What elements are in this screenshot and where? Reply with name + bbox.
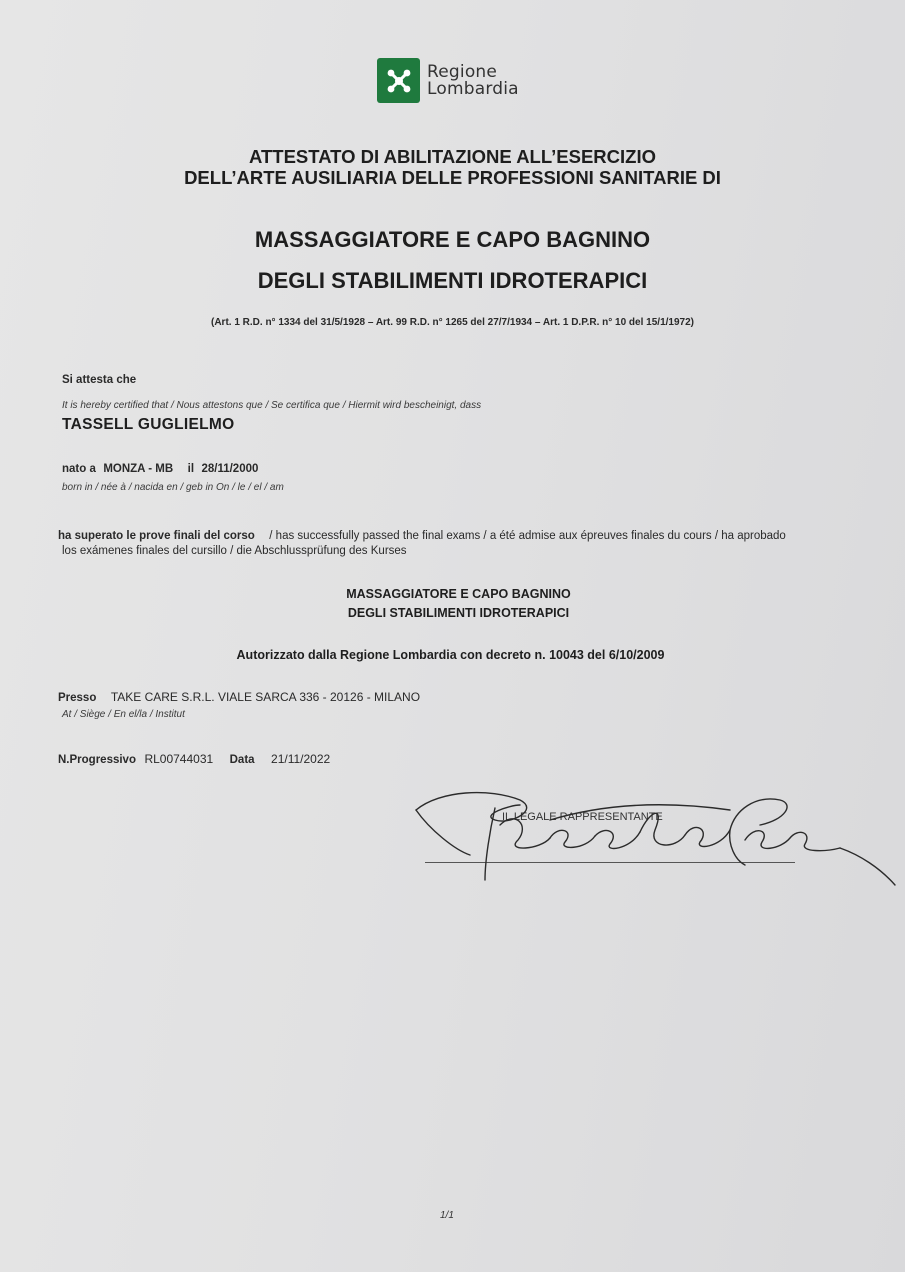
attest-label: Si attesta che <box>62 374 137 386</box>
passed-translation-2: los exámenes finales del cursillo / die Abschlussprüfung des Kurses <box>62 545 407 557</box>
location-value: TAKE CARE S.R.L. VIALE SARCA 336 - 20126 - MILANO <box>110 690 421 704</box>
attest-translation: It is hereby certified that / Nous attestons que / Se certifica que / Hiermit wird bescheinigt, dass <box>62 400 482 411</box>
passed-label: ha superato le prove finali del corso <box>58 530 255 542</box>
page-number: 1/1 <box>440 1210 454 1221</box>
birth-row <box>62 459 258 477</box>
progressive-number: RL00744031 <box>144 752 214 766</box>
location-row <box>58 688 420 706</box>
authorization-text: Autorizzato dalla Regione Lombardia con decreto n. 10043 del 6/10/2009 <box>236 648 665 662</box>
handwritten-signature <box>400 780 900 890</box>
header-line-2: DELL’ARTE AUSILIARIA DELLE PROFESSIONI SANITARIE DI <box>184 167 721 188</box>
progressive-number-label: N.Progressivo <box>58 754 136 766</box>
issue-date: 21/11/2022 <box>271 752 331 766</box>
birth-date-label: il <box>187 463 195 475</box>
course-name-line-2: DEGLI STABILIMENTI IDROTERAPICI <box>347 606 570 620</box>
certificate-title-2: DEGLI STABILIMENTI IDROTERAPICI <box>257 268 648 293</box>
location-translation: At / Siège / En el/la / Institut <box>62 709 185 720</box>
certificate-title-1: MASSAGGIATORE E CAPO BAGNINO <box>254 227 651 252</box>
passed-row <box>58 526 786 544</box>
holder-name: TASSELL GUGLIELMO <box>62 416 235 433</box>
birth-date: 28/11/2000 <box>201 463 259 475</box>
logo-line-1: Regione <box>427 61 498 82</box>
regione-lombardia-emblem-icon <box>377 58 420 103</box>
course-name-line-1: MASSAGGIATORE E CAPO BAGNINO <box>346 587 571 601</box>
born-label: nato a <box>62 463 96 475</box>
passed-translation-1: / has successfully passed the final exams / a été admise aux épreuves finales du cours / ha aprobado <box>269 530 786 542</box>
logo-wordmark <box>427 61 519 99</box>
birth-place: MONZA - MB <box>103 463 174 475</box>
birth-translation: born in / née à / nacida en / geb in On / le / el / am <box>62 482 284 493</box>
location-label: Presso <box>58 692 97 704</box>
regione-lombardia-logo <box>377 58 519 103</box>
issue-date-label: Data <box>229 754 255 766</box>
legal-reference: (Art. 1 R.D. n° 1334 del 31/5/1928 – Art. 99 R.D. n° 1265 del 27/7/1934 – Art. 1 D.P.R. n° 10 del 15/1/1972) <box>211 317 694 328</box>
logo-line-2: Lombardia <box>427 78 519 99</box>
progress-row <box>58 750 330 768</box>
signature-label: IL LEGALE RAPPRESENTANTE <box>502 811 663 823</box>
header-line-1: ATTESTATO DI ABILITAZIONE ALL’ESERCIZIO <box>249 146 656 167</box>
